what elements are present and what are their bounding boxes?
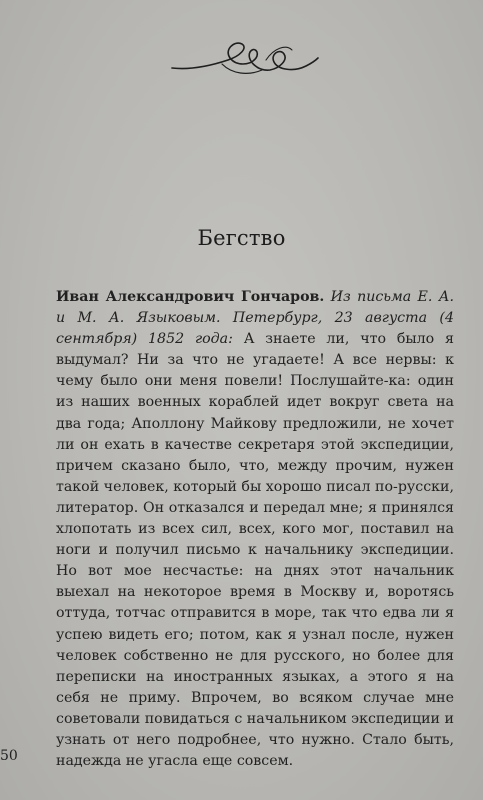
chapter-title: Бегство [197, 226, 286, 250]
entry-source: Из письма Е. А. и М. А. Языковым. Петербург, 23 августа (4 сентября) 1852 года: [56, 289, 454, 348]
entry-author: Иван Александрович Гончаров. [56, 289, 325, 305]
entry-text: А знаете ли, что было я выдумал? Ни за что не угадаете! А все нервы: к чему было они меня повели! Послушайте-ка: один из наших военных кораблей идет вокруг света на два года; Аполлону Майкову предложили, не хочет ли он ехать в качестве секретаря этой экспедиции, причем сказано было, что, между прочим, нужен такой человек, который бы хорошо писал по-русски, литератор. Он отказался и передал мне; я принялся хлопотать из всех сил, всех, кого мог, поставил на ноги и получил письмо к начальнику экспедиции. Но вот мое несчастье: на днях этот начальник выехал на некоторое время в Москву и, воротясь оттуда, тотчас отправится в море, так что едва ли я успею видеть его; потом, как я узнал после, нужен человек собственно не для русского, но более для переписки на иностранных языках, а этого я на себя не приму. Впрочем, во всяком случае мне советовали повидаться с начальником экспедиции и узнать от него подробнее, что нужно. Стало быть, надежда не угасла еще совсем. [56, 331, 454, 770]
entry-paragraph [56, 287, 454, 772]
page-number: 50 [0, 748, 18, 764]
flourish-ornament-icon [170, 38, 320, 88]
entry-body [56, 287, 454, 772]
